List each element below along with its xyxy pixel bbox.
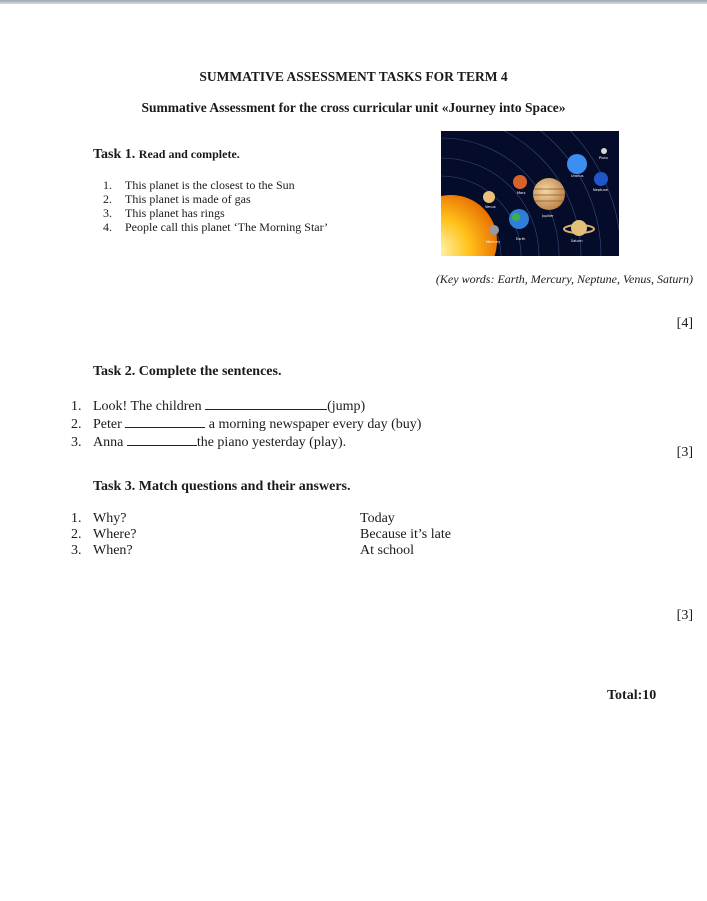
jupiter-planet [533, 178, 565, 210]
mercury-planet [489, 225, 499, 235]
venus-planet [483, 191, 495, 203]
label-saturn: Saturn [571, 239, 583, 243]
task1-heading [93, 147, 240, 163]
label-earth: Earth [516, 237, 526, 241]
list-item: 1. Look! The children (jump) [71, 399, 366, 414]
label-pluto: Pluto [599, 156, 608, 160]
neptune-planet [594, 172, 608, 186]
answer-blank[interactable] [127, 433, 197, 446]
list-item: 2. Peter a morning newspaper every day (buy) [71, 417, 422, 432]
list-item: 4. People call this planet ‘The Morning Star’ [103, 220, 329, 234]
list-item: 3. Anna the piano yesterday (play). [71, 435, 347, 450]
page-subtitle: Summative Assessment for the cross curricular unit «Journey into Space» [141, 100, 566, 115]
task2-heading: Task 2. Complete the sentences. [93, 364, 282, 379]
label-mercury: Mercury [486, 240, 501, 244]
list-item: 1. Why? [71, 511, 127, 526]
label-jupiter: Jupiter [542, 214, 554, 218]
task1-heading-text: Read and complete. [138, 147, 240, 161]
task1-keywords: (Key words: Earth, Mercury, Neptune, Venus, Saturn) [435, 272, 693, 286]
saturn-planet [571, 220, 587, 236]
task1-list [103, 178, 328, 234]
task2-list [71, 397, 421, 451]
solar-system-image [441, 131, 619, 256]
answer-blank[interactable] [205, 397, 327, 410]
answer-blank[interactable] [125, 415, 205, 428]
list-item: Because it’s late [360, 527, 451, 542]
pluto-planet [601, 148, 607, 154]
page-title: SUMMATIVE ASSESSMENT TASKS FOR TERM 4 [199, 69, 508, 84]
label-uranus: Uranus [571, 174, 584, 178]
task3-questions [71, 511, 137, 559]
label-neptune: Neptune [593, 188, 608, 192]
task3-heading: Task 3. Match questions and their answers. [93, 479, 351, 494]
task3-score: [3] [676, 608, 693, 623]
label-mars: Mars [517, 191, 526, 195]
list-item: 3. This planet has rings [103, 206, 225, 220]
task1-score: [4] [676, 316, 693, 331]
mars-planet [513, 175, 527, 189]
list-item: At school [360, 543, 415, 558]
list-item: 2. This planet is made of gas [103, 192, 251, 206]
top-border [0, 0, 707, 4]
task1-heading-number: Task 1. [93, 147, 136, 162]
total-score: Total:10 [607, 688, 657, 703]
label-venus: Venus [485, 205, 496, 209]
list-item: Today [360, 511, 395, 526]
uranus-planet [567, 154, 587, 174]
task2-score: [3] [676, 445, 693, 460]
list-item: 2. Where? [71, 527, 137, 542]
list-item: 1. This planet is the closest to the Sun [103, 178, 295, 192]
task3-answers [360, 511, 451, 559]
list-item: 3. When? [71, 543, 133, 558]
